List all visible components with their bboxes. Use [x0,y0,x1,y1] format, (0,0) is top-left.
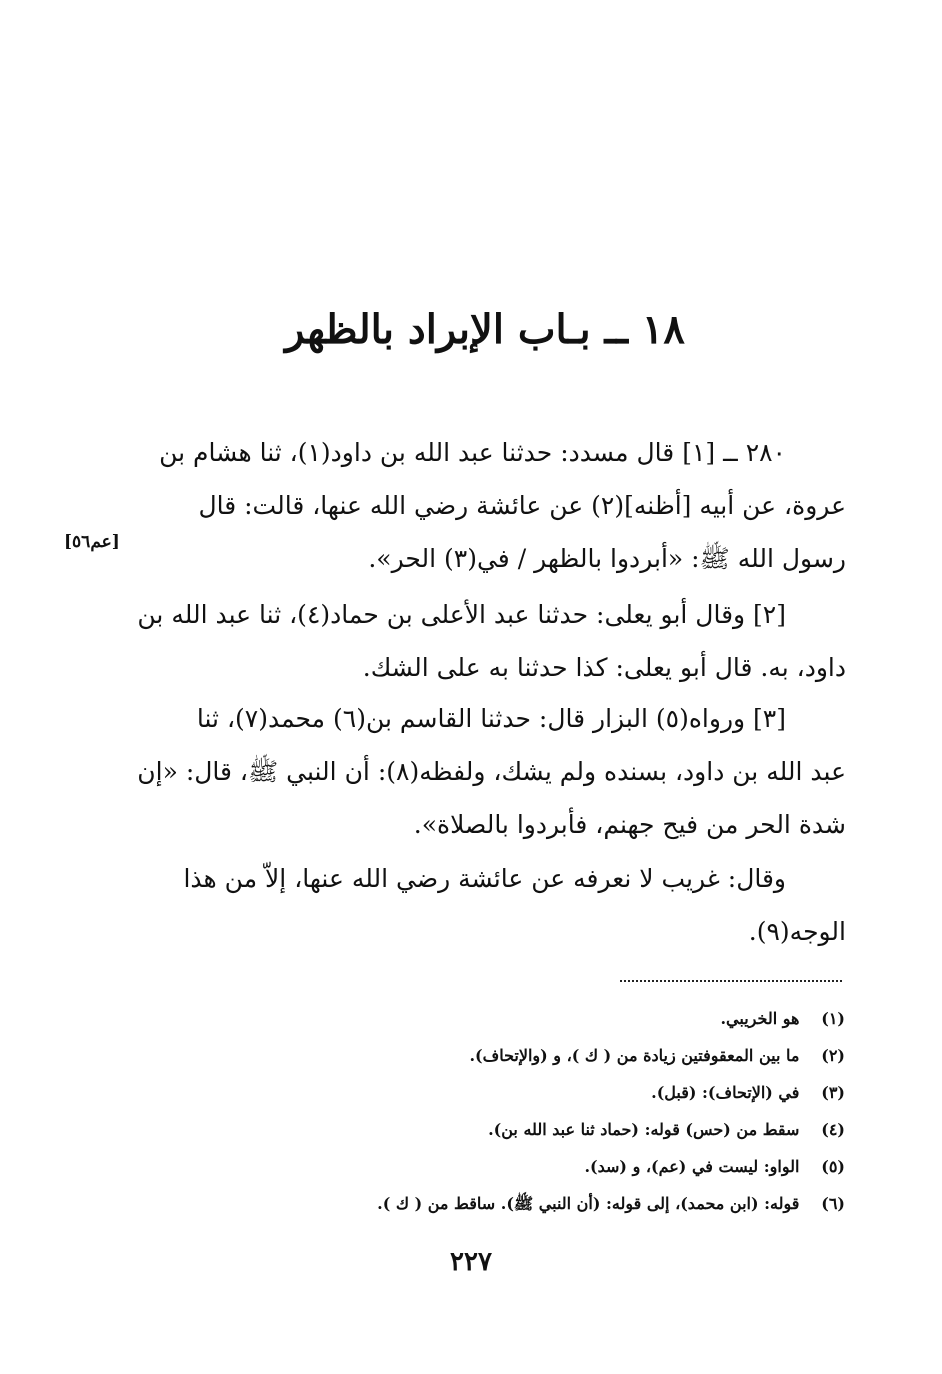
text-line: شدة الحر من فيح جهنم، فأبردوا بالصلاة». [413,810,846,839]
text-line: [٢] وقال أبو يعلى: حدثنا عبد الأعلى بن حماد(٤)، ثنا عبد الله بن [137,600,786,629]
text-line: رسول الله ﷺ: «أبردوا بالظهر / في(٣) الحر». [368,544,846,573]
footnote-text: قوله: (ابن محمد)، إلى قوله: (أن النبي ﷺ). ساقط من ( ك ). [377,1194,800,1213]
footnote [300,1148,845,1185]
page-number: ٢٢٧ [450,1247,492,1277]
hadith-paragraph-280 [128,426,846,585]
footnote [300,1000,845,1037]
footnote-number: (١) [821,1009,845,1028]
footnote-text: ما بين المعقوفتين زيادة من ( ك )، و (والإتحاف). [469,1046,800,1065]
footnote-number: (٤) [821,1120,845,1139]
footnote-number: (٣) [821,1083,845,1102]
footnotes [300,1000,845,1222]
text-line: داود، به. قال أبو يعلى: كذا حدثنا به على الشك. [362,653,846,682]
narration-paragraph-2 [128,588,846,694]
footnote [300,1111,845,1148]
footnote-separator [620,980,842,982]
footnote-text: الواو: ليست في (عم)، و (سد). [584,1157,800,1176]
footnote-text: هو الخريبي. [720,1009,800,1028]
margin-reference: [عم٥٦] [64,532,120,552]
text-line: [٣] ورواه(٥) البزار قال: حدثنا القاسم بن(٦) محمد(٧)، ثنا [196,704,786,733]
text-line: الوجه(٩). [748,917,846,946]
narration-paragraph-3 [128,692,846,851]
commentary-paragraph [128,852,846,958]
footnote [300,1185,845,1222]
text-line: ٢٨٠ ــ [١] قال مسدد: حدثنا عبد الله بن داود(١)، ثنا هشام بن [159,438,786,467]
footnote-text: سقط من (حس) قوله: (حماد ثنا عبد الله بن). [488,1120,800,1139]
footnote-text: في (الإتحاف): (قبل). [651,1083,800,1102]
footnote-number: (٢) [821,1046,845,1065]
footnote-number: (٦) [821,1194,845,1213]
text-line: عروة، عن أبيه [أظنه](٢) عن عائشة رضي الله عنها، قالت: قال [198,491,846,520]
footnote [300,1074,845,1111]
text-line: عبد الله بن داود، بسنده ولم يشك، ولفظه(٨): أن النبي ﷺ، قال: «إن [137,757,846,786]
chapter-title: ١٨ ــ بـاب الإبراد بالظهر [285,306,685,353]
footnote [300,1037,845,1074]
text-line: وقال: غريب لا نعرفه عن عائشة رضي الله عنها، إلاّ من هذا [183,864,786,893]
footnote-number: (٥) [821,1157,845,1176]
